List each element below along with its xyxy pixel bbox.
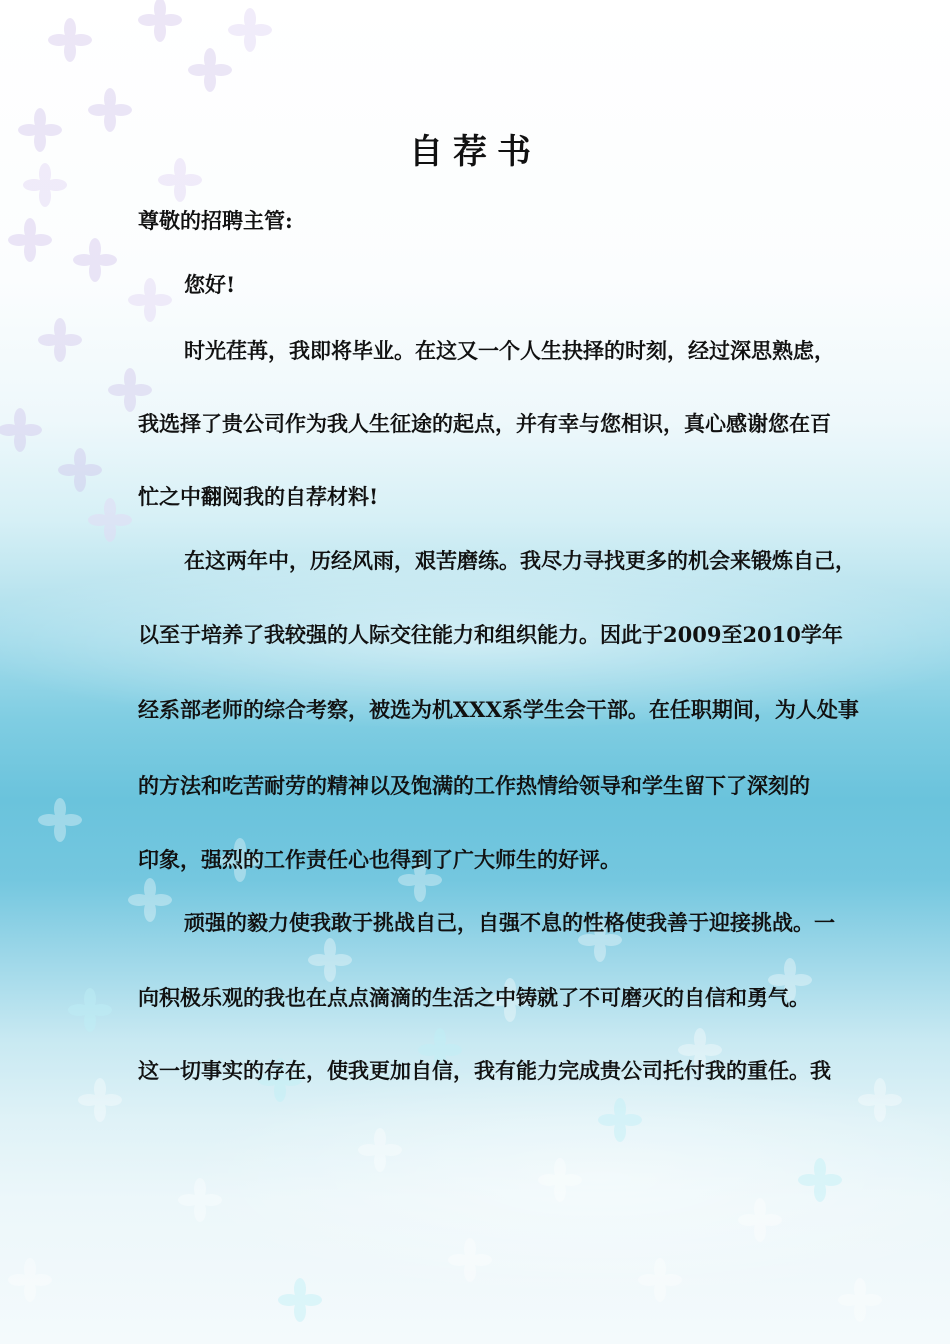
paragraph-line: 这一切事实的存在，使我更加自信，我有能力完成贵公司托付我的重任。我 bbox=[138, 1058, 831, 1083]
greeting: 您好! bbox=[184, 272, 236, 297]
paragraph-line: 印象，强烈的工作责任心也得到了广大师生的好评。 bbox=[138, 847, 621, 872]
paragraph-line: 在这两年中，历经风雨，艰苦磨练。我尽力寻找更多的机会来锻炼自己， bbox=[184, 548, 856, 573]
paragraph-line: 以至于培养了我较强的人际交往能力和组织能力。因此于2009至2010学年 bbox=[138, 622, 843, 647]
paragraph-line: 顽强的毅力使我敢于挑战自己，自强不息的性格使我善于迎接挑战。一 bbox=[184, 910, 835, 935]
salutation: 尊敬的招聘主管: bbox=[138, 208, 293, 233]
paragraph-line: 忙之中翻阅我的自荐材料! bbox=[138, 484, 379, 509]
paragraph-line: 时光荏苒，我即将毕业。在这又一个人生抉择的时刻，经过深思熟虑， bbox=[184, 338, 835, 363]
paragraph-line: 我选择了贵公司作为我人生征途的起点，并有幸与您相识，真心感谢您在百 bbox=[138, 411, 831, 436]
paragraph-line: 经系部老师的综合考察，被选为机XXX系学生会干部。在任职期间，为人处事 bbox=[138, 697, 859, 722]
paragraph-line: 向积极乐观的我也在点点滴滴的生活之中铸就了不可磨灭的自信和勇气。 bbox=[138, 985, 810, 1010]
paragraph-line: 的方法和吃苦耐劳的精神以及饱满的工作热情给领导和学生留下了深刻的 bbox=[138, 773, 810, 798]
document-title: 自荐书 bbox=[409, 132, 541, 172]
